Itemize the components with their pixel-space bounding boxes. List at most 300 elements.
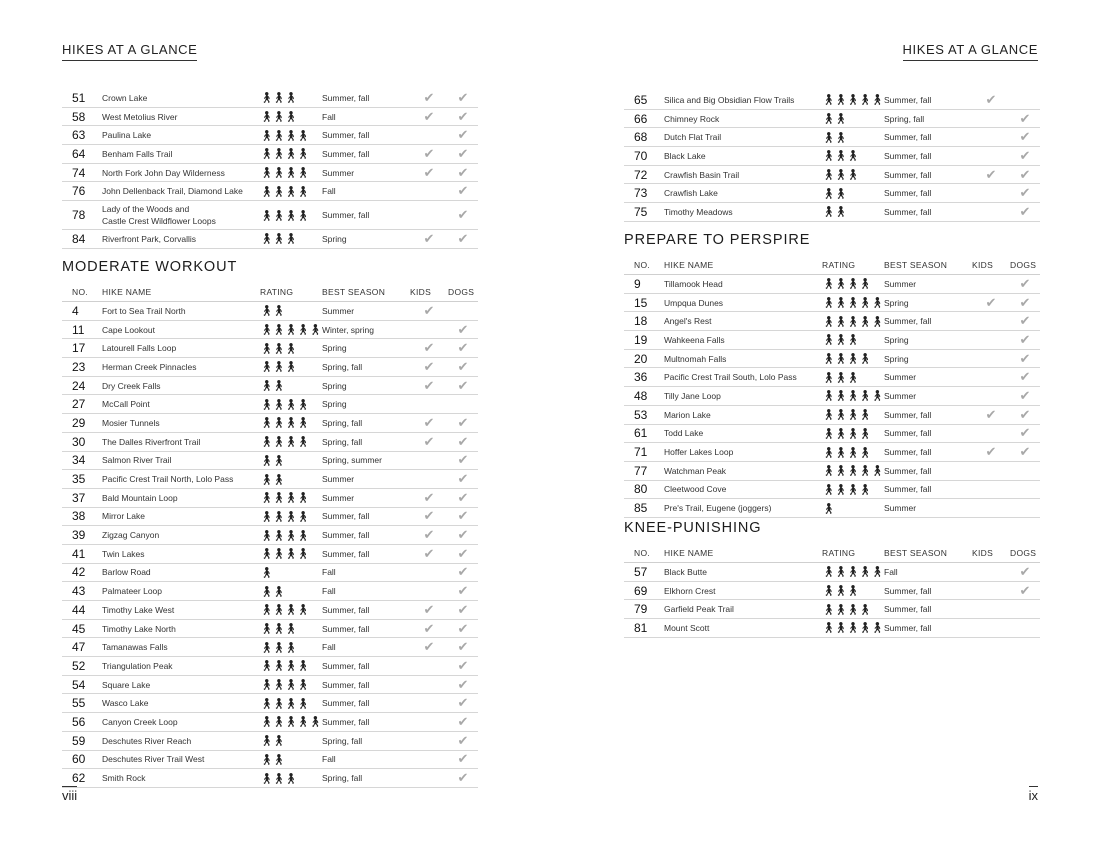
best-season: Summer, fall [322,530,370,541]
rating-hikers [260,185,322,198]
dogs-check [448,509,478,523]
table-row [62,508,478,527]
rating-hikers [260,473,322,486]
hike-number: 51 [72,90,86,105]
page-number: ix [1028,788,1038,803]
hike-name: Watchman Peak [664,465,727,476]
dogs-check [1010,565,1040,579]
check-icon: ✔︎ [457,145,469,161]
dogs-check [448,696,478,710]
hike-name: Latourell Falls Loop [102,343,177,354]
check-icon: ✔︎ [457,489,469,505]
column-header-rating: RATING [822,548,856,558]
rating-hikers [822,408,884,421]
best-season: Summer, fall [322,148,370,159]
dogs-check [1010,112,1040,126]
table-row [624,499,1040,518]
hiker-icon: 🚶︎ [822,622,835,635]
column-header-dogs: DOGS [1010,548,1037,558]
kids-check [410,622,448,636]
table-row [62,108,478,127]
hike-name: Benham Falls Trail [102,148,173,159]
rating-hikers [260,342,322,355]
hiker-icon: 🚶︎ [296,660,309,673]
hike-name: Black Lake [664,150,706,161]
table-row [62,769,478,788]
hike-name: Mount Scott [664,622,710,633]
table-row [62,339,478,358]
hiker-icon: 🚶︎ [284,529,297,542]
hiker-icon: 🚶︎ [272,148,285,161]
hike-number: 27 [72,397,86,412]
table-row [62,582,478,601]
hiker-icon: 🚶︎ [822,446,835,459]
hiker-icon: 🚶︎ [260,529,273,542]
rating-hikers [822,371,884,384]
hike-name: Timothy Lake West [102,604,175,615]
hiker-icon: 🚶︎ [834,483,847,496]
best-season: Spring [322,233,347,244]
table-row [62,321,478,340]
hiker-icon: 🚶︎ [272,209,285,222]
hiker-icon: 🚶︎ [846,390,859,403]
hike-name: Umpqua Dunes [664,297,724,308]
rating-hikers [260,91,322,104]
table-row [624,600,1040,619]
hike-name: Deschutes River Reach [102,735,192,746]
rating-hikers [822,565,884,578]
column-header-season: BEST SEASON [884,260,948,270]
best-season: Summer, fall [884,409,932,420]
check-icon: ✔︎ [423,302,435,318]
table-row [624,275,1040,294]
hike-name: McCall Point [102,399,150,410]
table-row [62,126,478,145]
running-head: HIKES AT A GLANCE [903,42,1038,61]
check-icon: ✔︎ [423,230,435,246]
check-icon: ✔︎ [1019,387,1031,403]
hiker-icon: 🚶︎ [272,548,285,561]
hiker-icon: 🚶︎ [260,660,273,673]
hiker-icon: 🚶︎ [834,278,847,291]
hike-number: 30 [72,434,86,449]
check-icon: ✔︎ [1019,147,1031,163]
hiker-icon: 🚶︎ [834,94,847,107]
table-row [62,433,478,452]
check-icon: ✔︎ [423,545,435,561]
hiker-icon: 🚶︎ [284,148,297,161]
table-row [62,377,478,396]
hiker-icon: 🚶︎ [284,660,297,673]
hiker-icon: 🚶︎ [822,131,835,144]
hiker-icon: 🚶︎ [284,679,297,692]
hike-name: Timothy Lake North [102,623,176,634]
best-season: Summer, fall [884,484,932,495]
hike-number: 54 [72,677,86,692]
hiker-icon: 🚶︎ [284,92,297,105]
dogs-check [448,453,478,467]
hiker-icon: 🚶︎ [296,209,309,222]
dogs-check [448,734,478,748]
hiker-icon: 🚶︎ [296,324,309,337]
hike-number: 18 [634,314,648,329]
best-season: Summer, fall [884,94,932,105]
hike-number: 53 [634,407,648,422]
hike-name: Crown Lake [102,92,148,103]
column-header-row [624,544,1040,563]
table-row [624,481,1040,500]
hike-name: Crawfish Lake [664,188,718,199]
dogs-check [448,584,478,598]
best-season: Summer [322,474,355,485]
dogs-check [1010,186,1040,200]
table-block-knee-punishing [624,518,1040,638]
hike-number: 74 [72,165,86,180]
hike-number: 84 [72,231,86,246]
best-season: Summer, fall [322,716,370,727]
hike-number: 80 [634,482,648,497]
table-row [62,657,478,676]
rating-hikers [822,621,884,634]
hiker-icon: 🚶︎ [296,398,309,411]
hike-number: 78 [72,208,86,223]
kids-check [410,147,448,161]
dogs-check [1010,352,1040,366]
hike-number: 37 [72,490,86,505]
table-row [624,166,1040,185]
hiker-icon: 🚶︎ [284,436,297,449]
table-row [624,368,1040,387]
hike-number: 72 [634,167,648,182]
rating-hikers [260,232,322,245]
hiker-icon: 🚶︎ [834,371,847,384]
hiker-icon: 🚶︎ [260,753,273,766]
hike-number: 38 [72,509,86,524]
hike-number: 81 [634,620,648,635]
table-row [62,414,478,433]
hiker-icon: 🚶︎ [846,315,859,328]
best-season: Summer, fall [322,698,370,709]
hike-name: Palmateer Loop [102,586,163,597]
hiker-icon: 🚶︎ [284,697,297,710]
hiker-icon: 🚶︎ [834,187,847,200]
hiker-icon: 🚶︎ [822,315,835,328]
hiker-icon: 🚶︎ [260,129,273,142]
hiker-icon: 🚶︎ [272,492,285,505]
hiker-icon: 🚶︎ [284,129,297,142]
best-season: Fall [884,566,898,577]
hiker-icon: 🚶︎ [858,94,871,107]
table-row [62,526,478,545]
table-row [62,302,478,321]
hike-number: 66 [634,111,648,126]
dogs-check [448,110,478,124]
hike-number: 70 [634,148,648,163]
table-row [624,582,1040,601]
best-season: Spring, fall [322,417,363,428]
hiker-icon: 🚶︎ [834,390,847,403]
hiker-icon: 🚶︎ [272,585,285,598]
hike-number: 64 [72,146,86,161]
check-icon: ✔︎ [985,166,997,182]
best-season: Summer [322,492,355,503]
hiker-icon: 🚶︎ [260,185,273,198]
check-icon: ✔︎ [457,207,469,223]
best-season: Summer [884,390,917,401]
check-icon: ✔︎ [423,164,435,180]
hiker-icon: 🚶︎ [822,390,835,403]
check-icon: ✔︎ [423,108,435,124]
hiker-icon: 🚶︎ [296,129,309,142]
table-row [624,406,1040,425]
check-icon: ✔︎ [1019,331,1031,347]
dogs-check [448,752,478,766]
dogs-check [448,622,478,636]
check-icon: ✔︎ [457,639,469,655]
rating-hikers [260,678,322,691]
table-row [624,294,1040,313]
hiker-icon: 🚶︎ [870,315,883,328]
kids-check [410,91,448,105]
hiker-icon: 🚶︎ [296,529,309,542]
hiker-icon: 🚶︎ [260,623,273,636]
hike-number: 11 [72,322,85,337]
hiker-icon: 🚶︎ [260,167,273,180]
check-icon: ✔︎ [457,545,469,561]
rating-hikers [822,352,884,365]
dogs-check [1010,389,1040,403]
page-number: viii [62,788,78,803]
rating-hikers [822,603,884,616]
kids-check [410,110,448,124]
kids-check [972,93,1010,107]
hiker-icon: 🚶︎ [846,371,859,384]
check-icon: ✔︎ [1019,203,1031,219]
hiker-icon: 🚶︎ [834,334,847,347]
hike-name: Cleetwood Cove [664,484,727,495]
hiker-icon: 🚶︎ [846,169,859,182]
hike-name: Salmon River Trail [102,455,172,466]
hiker-icon: 🚶︎ [858,483,871,496]
hiker-icon: 🚶︎ [296,185,309,198]
hiker-icon: 🚶︎ [822,334,835,347]
check-icon: ✔︎ [457,340,469,356]
hiker-icon: 🚶︎ [284,324,297,337]
hike-number: 65 [634,92,648,107]
hike-number: 58 [72,109,86,124]
kids-check [410,360,448,374]
rating-hikers [822,131,884,144]
hike-name: Black Butte [664,566,707,577]
hike-number: 59 [72,733,86,748]
hike-number: 56 [72,714,86,729]
hiker-icon: 🚶︎ [846,409,859,422]
hiker-icon: 🚶︎ [834,427,847,440]
best-season: Spring [322,380,347,391]
best-season: Summer, fall [884,465,932,476]
hike-number: 36 [634,370,648,385]
hike-number: 69 [634,583,648,598]
check-icon: ✔︎ [457,770,469,786]
hike-name: Todd Lake [664,428,704,439]
hiker-icon: 🚶︎ [272,233,285,246]
hiker-icon: 🚶︎ [260,148,273,161]
rating-hikers [260,641,322,654]
check-icon: ✔︎ [1019,185,1031,201]
hiker-icon: 🚶︎ [260,380,273,393]
dogs-check [1010,426,1040,440]
table-row [624,425,1040,444]
check-icon: ✔︎ [1019,275,1031,291]
hike-name: Cape Lookout [102,324,155,335]
hiker-icon: 🚶︎ [296,548,309,561]
check-icon: ✔︎ [423,508,435,524]
hiker-icon: 🚶︎ [284,492,297,505]
kids-check [410,416,448,430]
rating-hikers [260,166,322,179]
dogs-check [448,771,478,785]
hiker-icon: 🚶︎ [834,566,847,579]
hike-number: 75 [634,204,648,219]
rating-hikers [822,315,884,328]
rating-hikers [822,187,884,200]
rating-hikers [822,427,884,440]
dogs-check [448,323,478,337]
best-season: Spring [884,334,909,345]
hike-name: Tilly Jane Loop [664,390,721,401]
rating-hikers [822,296,884,309]
column-header-name: HIKE NAME [102,287,152,297]
hike-name: Wahkeena Falls [664,334,725,345]
rating-hikers [260,360,322,373]
dogs-check [448,565,478,579]
hike-number: 68 [634,130,648,145]
column-header-rating: RATING [260,287,294,297]
check-icon: ✔︎ [457,358,469,374]
dogs-check [448,472,478,486]
dogs-check [1010,130,1040,144]
hiker-icon: 🚶︎ [822,371,835,384]
table-row [62,182,478,201]
table-row [62,164,478,183]
hike-number: 29 [72,415,86,430]
table-block-prepare-to-perspire [624,230,1040,518]
best-season: Winter, spring [322,324,374,335]
kids-check [972,445,1010,459]
rating-hikers [260,110,322,123]
hike-name: John Dellenback Trail, Diamond Lake [102,186,243,197]
hike-number: 71 [634,445,648,460]
rating-hikers [822,446,884,459]
hike-number: 41 [72,546,86,561]
hike-number: 47 [72,640,86,655]
table-row [62,545,478,564]
hiker-icon: 🚶︎ [858,278,871,291]
table-row [624,110,1040,129]
hike-name: Bald Mountain Loop [102,492,178,503]
check-icon: ✔︎ [423,620,435,636]
table-block-continued [62,89,478,249]
check-icon: ✔︎ [457,230,469,246]
hike-number: 79 [634,602,648,617]
dogs-check [1010,296,1040,310]
check-icon: ✔︎ [457,108,469,124]
hike-name: Square Lake [102,679,151,690]
column-header-kids: KIDS [972,548,994,558]
table-row [62,694,478,713]
dogs-check [1010,408,1040,422]
hiker-icon: 🚶︎ [834,465,847,478]
table-row [62,145,478,164]
hike-name: Dutch Flat Trail [664,132,722,143]
table-row [62,564,478,583]
table-row [624,350,1040,369]
hiker-icon: 🚶︎ [272,111,285,124]
hiker-icon: 🚶︎ [858,315,871,328]
dogs-check [1010,277,1040,291]
hike-number: 62 [72,771,86,786]
hike-name: Mirror Lake [102,511,145,522]
hiker-icon: 🚶︎ [260,436,273,449]
dogs-check [448,379,478,393]
hiker-icon: 🚶︎ [284,417,297,430]
hiker-icon: 🚶︎ [822,169,835,182]
table-row [624,203,1040,222]
hike-name: Smith Rock [102,773,146,784]
hike-name: Marion Lake [664,409,711,420]
check-icon: ✔︎ [457,452,469,468]
check-icon: ✔︎ [423,89,435,105]
check-icon: ✔︎ [457,471,469,487]
check-icon: ✔︎ [1019,110,1031,126]
kids-check [410,166,448,180]
hiker-icon: 🚶︎ [822,113,835,126]
hike-number: 61 [634,426,648,441]
hiker-icon: 🚶︎ [260,772,273,785]
column-header-row [62,283,478,302]
hiker-icon: 🚶︎ [272,529,285,542]
hike-number: 15 [634,295,648,310]
best-season: Fall [322,111,336,122]
hiker-icon: 🚶︎ [260,324,273,337]
kids-check [410,640,448,654]
hike-name: Garfield Peak Trail [664,604,734,615]
hike-name: Triangulation Peak [102,660,173,671]
hiker-icon: 🚶︎ [272,185,285,198]
column-header-season: BEST SEASON [322,287,386,297]
table-row [624,462,1040,481]
check-icon: ✔︎ [457,508,469,524]
hiker-icon: 🚶︎ [260,716,273,729]
best-season: Summer, fall [884,316,932,327]
check-icon: ✔︎ [1019,369,1031,385]
hiker-icon: 🚶︎ [846,334,859,347]
hiker-icon: 🚶︎ [260,361,273,374]
hike-name: Angel's Rest [664,316,712,327]
hike-number: 52 [72,658,86,673]
check-icon: ✔︎ [1019,166,1031,182]
hiker-icon: 🚶︎ [858,566,871,579]
hike-number: 85 [634,501,648,516]
best-season: Summer, fall [884,585,932,596]
table-row [62,732,478,751]
check-icon: ✔︎ [423,433,435,449]
hiker-icon: 🚶︎ [846,353,859,366]
best-season: Summer [884,278,917,289]
hiker-icon: 🚶︎ [296,436,309,449]
table-row [62,395,478,414]
table-row [624,128,1040,147]
